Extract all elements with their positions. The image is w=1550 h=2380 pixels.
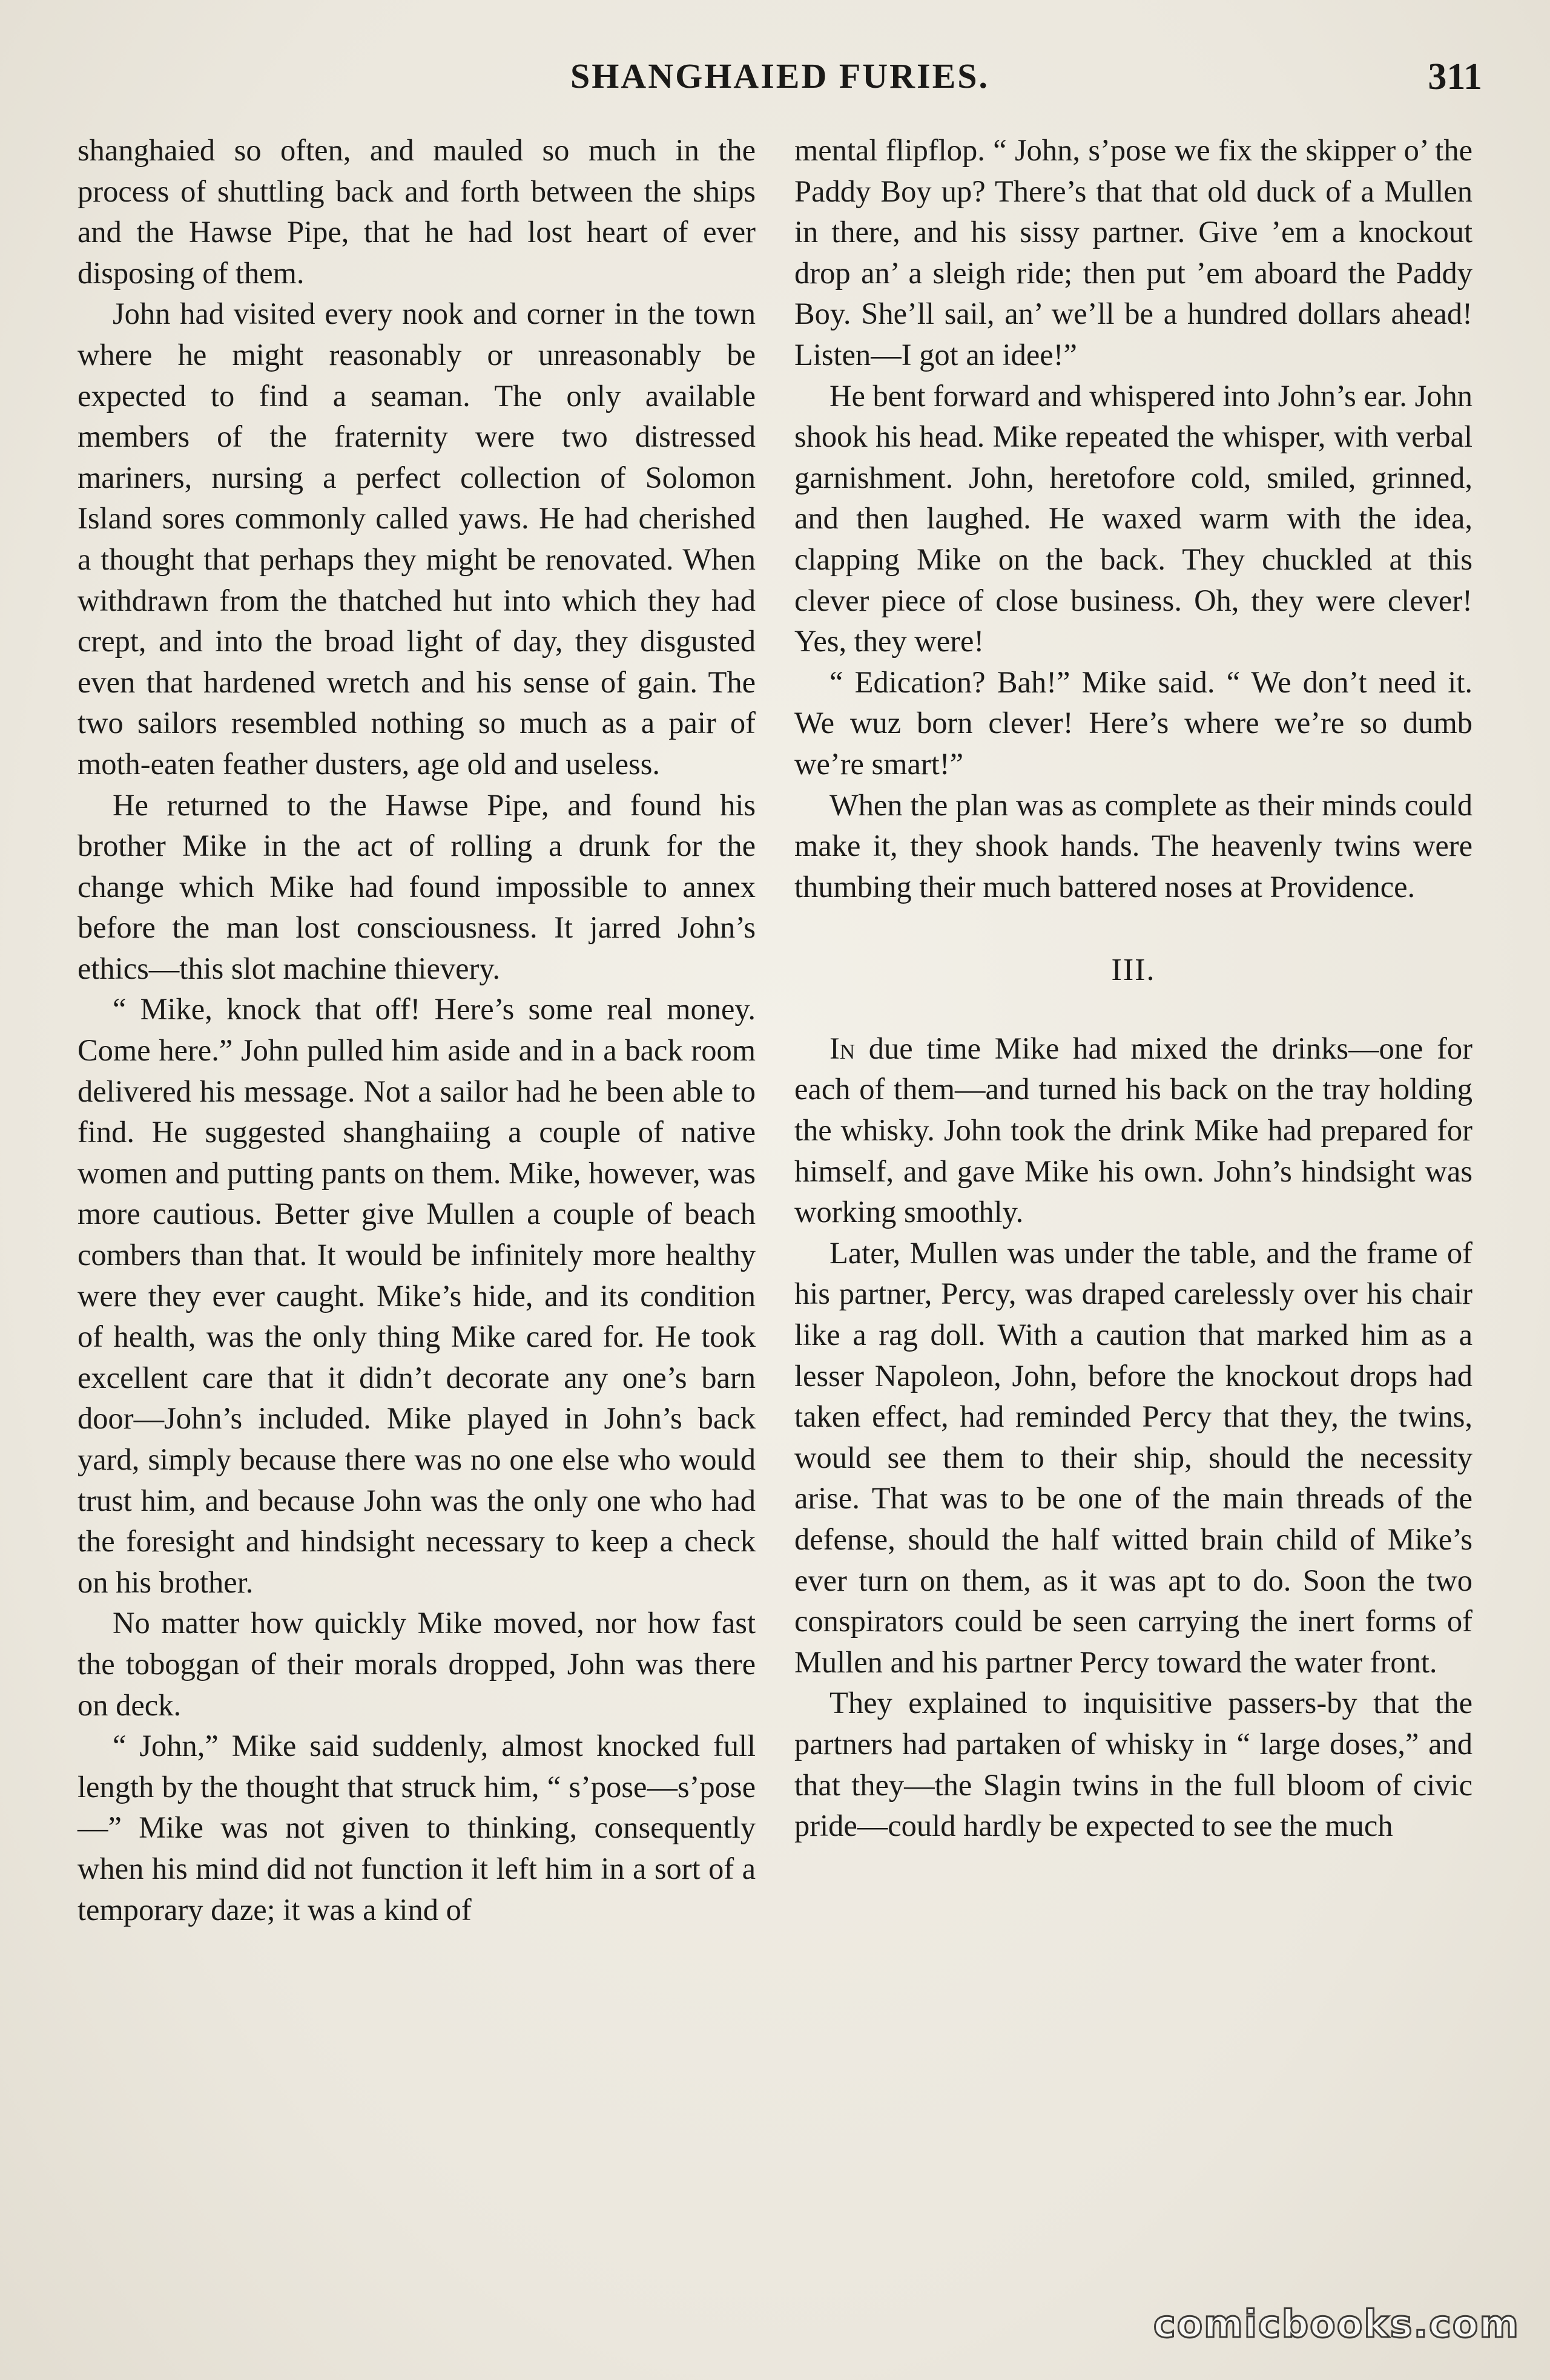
running-title: SHANGHAIED FURIES. [570,56,990,96]
watermark: comicbooks.com [1153,2302,1520,2346]
paragraph-text: due time Mike had mixed the drinks—one for each of them—and turned his back on the tray holding the whisky. John took the drink Mike had prepared for himself, and gave Mike his own. John’s hindsight was working smoothly. [794,1031,1472,1229]
page-number: 311 [1428,56,1482,97]
paragraph: He bent forward and whispered into John’s ear. John shook his head. Mike repeated the whisper, with verbal garnishment. John, heretofore cold, smiled, grinned, and then laughed. He waxed warm with the idea, clapping Mike on the back. They chuckled at this clever piece of close business. Oh, they were clever! Yes, they were! [794,378,1472,659]
paragraph-lead: In [829,1031,856,1065]
paragraph: mental flipflop. “ John, s’pose we fix the skipper o’ the Paddy Boy up? There’s that that old duck of a Mullen in there, and his sissy partner. Give ’em a knockout drop an’ a sleigh ride; then put ’em aboard the Paddy Boy. She’ll sail, an’ we’ll be a hundred dollars ahead! Listen—I got an idee!” [794,133,1472,372]
paragraph: “ John,” Mike said suddenly, almost knocked full length by the thought that struck him, “ s’pose—s’pose—” Mike was not given to thinking, consequently when his mind did not function it left him in a sort of a temporary daze; it was a kind of [78,1729,756,1927]
paragraph: Later, Mullen was under the table, and the frame of his partner, Percy, was draped carelessly over his chair like a rag doll. With a caution that marked him as a lesser Napoleon, John, before the knockout drops had taken effect, had reminded Percy that they, the twins, would see them to their ship, should the necessity arise. That was to be one of the main threads of the defense, should the half witted brain child of Mike’s ever turn on them, as it was apt to do. Soon the two conspirators could be seen carrying the inert forms of Mullen and his partner Percy toward the water front. [794,1235,1472,1679]
paragraph [794,1028,1472,1233]
paragraph: They explained to inquisitive passers-by that the partners had partaken of whisky in “ large doses,” and that they—the Slagin twins in the full bloom of civic pride—could hardly be expected to see the much [794,1686,1472,1843]
paragraph: When the plan was as complete as their minds could make it, they shook hands. The heavenly twins were thumbing their much battered noses at Providence. [794,787,1472,904]
paragraph: John had visited every nook and corner in the town where he might reasonably or unreasonably be expected to find a seaman. The only available members of the fraternity were two distressed mariners, nursing a perfect collection of Solomon Island sores commonly called yaws. He had cherished a thought that perhaps they might be renovated. When withdrawn from the thatched hut into which they had crept, and into the broad light of day, they disgusted even that hardened wretch and his sense of gain. The two sailors resembled nothing so much as a pair of moth-eaten feather dusters, age old and useless. [78,297,756,781]
section-heading: III. [1111,953,1156,988]
page-header [78,56,1482,104]
paragraph: He returned to the Hawse Pipe, and found his brother Mike in the act of rolling a drunk for the change which Mike had found impossible to annex before the man lost consciousness. It jarred John’s ethics—this slot machine thievery. [78,787,756,985]
left-column [78,130,756,1930]
paragraph: shanghaied so often, and mauled so much in the process of shuttling back and forth between the ships and the Hawse Pipe, that he had lost heart of ever disposing of them. [78,133,756,290]
paragraph: “ Edication? Bah!” Mike said. “ We don’t need it. We wuz born clever! Here’s where we’re so dumb we’re smart!” [794,665,1472,781]
right-column [794,130,1472,1847]
paragraph: No matter how quickly Mike moved, nor how fast the toboggan of their morals dropped, John was there on deck. [78,1606,756,1722]
paragraph: “ Mike, knock that off! Here’s some real money. Come here.” John pulled him aside and in a back room delivered his message. Not a sailor had he been able to find. He suggested shanghaiing a couple of native women and putting pants on them. Mike, however, was more cautious. Better give Mullen a couple of beach combers than that. It would be infinitely more healthy were they ever caught. Mike’s hide, and its condition of health, was the only thing Mike cared for. He took excellent care that it didn’t decorate any one’s barn door—John’s included. Mike played in John’s back yard, simply because there was no one else who would trust him, and because John was the only one who had the foresight and hindsight necessary to keep a check on his brother. [78,992,756,1599]
